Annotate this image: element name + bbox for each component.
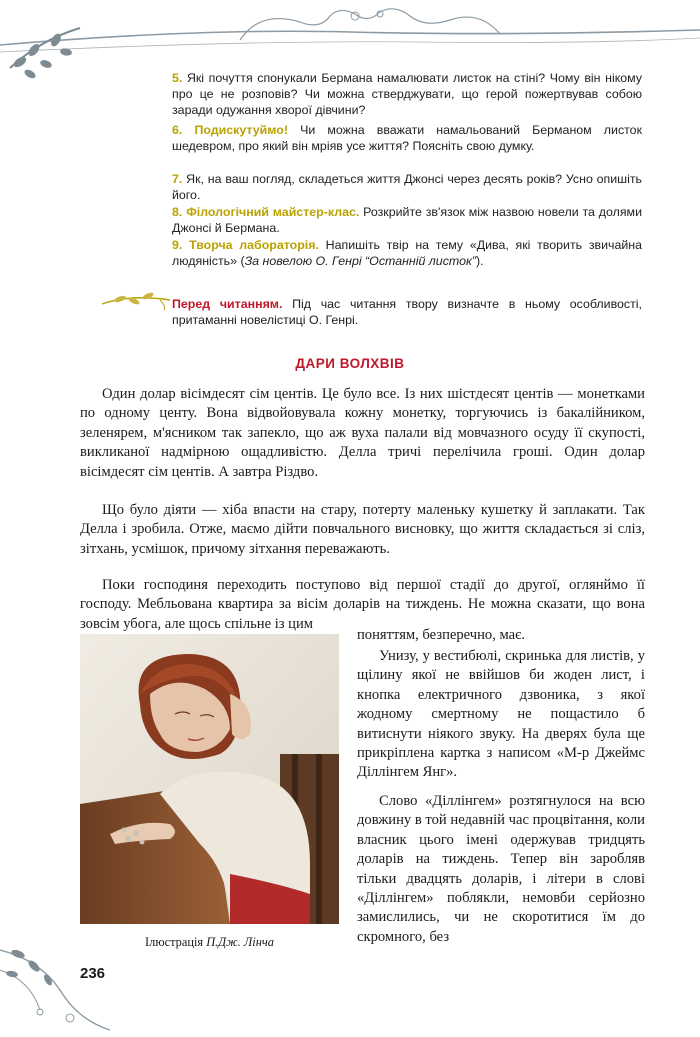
question-5: [172, 70, 642, 119]
question-9: [172, 237, 642, 269]
page-number: 236: [80, 965, 106, 982]
caption-author: П.Дж. Лінча: [206, 935, 274, 949]
before-reading-label: Перед читанням.: [172, 297, 283, 311]
paragraph-text: Що було діяти — хіба впасти на стару, потерту маленьку кушетку й заплакати. Так Делла і зробила. Отже, маємо дійти повчального висновку, що життя складається зі сліз, зітхань, усмішок, причому зітхання переважають.: [80, 502, 645, 557]
illustration: [80, 634, 339, 924]
question-heading: Подискутуймо!: [194, 123, 288, 137]
question-heading: Філологічний майстер-клас.: [186, 205, 360, 219]
paragraph-5: [357, 792, 645, 947]
paragraph-text: Унизу, у вестибюлі, скринька для листів, у щілину якої не ввійшов би жоден лист, і кнопка електричного дзвоника, з якої жодному смертному не пощастило б витиснути ніякого звуку. На дверях була ще прикріплена картка з написом «М-р Джеймс Діллінгем Янг».: [357, 648, 645, 781]
paragraph-3-continued: поняттям, безперечно, має.: [357, 627, 526, 643]
question-text: Які почуття спонукали Бермана намалювати листок на стіні? Чому він нікому про це не розповів? Чи можна стверджувати, що герой пожертвував собою заради одужання хворої дівчини?: [172, 71, 642, 118]
question-italic: За новелою О. Генрі “Останній листок”: [244, 254, 476, 269]
caption-prefix: Ілюстрація: [145, 935, 207, 949]
question-number: 8.: [172, 205, 183, 219]
paragraph-4: [357, 647, 645, 783]
question-number: 9.: [172, 238, 183, 252]
story-title: ДАРИ ВОЛХВІВ: [295, 356, 405, 371]
paragraph-1: [80, 385, 645, 482]
question-tail: ).: [475, 254, 484, 269]
question-number: 6.: [172, 123, 183, 137]
before-reading: [172, 296, 642, 328]
top-ornament: [0, 0, 700, 80]
paragraph-2: [80, 501, 645, 559]
question-number: 7.: [172, 172, 183, 186]
question-heading: Творча лабораторія.: [189, 238, 319, 252]
question-number: 5.: [172, 71, 183, 85]
question-text: Напишіть твір на тему «Дива, які творить звичайна людяність» (: [172, 238, 643, 269]
sprig-icon: [100, 290, 172, 312]
paragraph-text: Слово «Діллінгем» розтягнулося на всю довжину в той недавній час процвітання, коли власник цього імені одержував тридцять доларів на тиждень. Тепер він заробляв тільки двадцять доларів, і літери в слові «Діллінгем» поблякли, немовби серйозно замислились, чи не скоротитися їм до скромного, без: [357, 793, 645, 945]
question-text: Як, на ваш погляд, складеться життя Джонсі через десять років? Усно опишіть його.: [172, 172, 642, 203]
before-reading-text: Під час читання твору визначте в ньому особливості, притаманні новелістиці О. Генрі.: [172, 297, 642, 328]
question-text: Розкрийте зв'язок між назвою новели та долями Джонсі й Бермана.: [172, 205, 642, 236]
question-8: [172, 204, 642, 236]
bottom-ornament: [0, 930, 120, 1037]
paragraph-text: Поки господиня переходить поступово від першої стадії до другої, оглянймо її господу. Мебльована квартира за вісім доларів на тиждень. Не можна сказати, що вона зовсім убога, але щось спільне із цим: [80, 577, 645, 632]
question-text: Чи можна вважати намальований Берманом листок шедевром, про який він мріяв усе життя? Поясніть свою думку.: [172, 123, 642, 154]
question-7: [172, 171, 642, 203]
paragraph-text: Один долар вісімдесят сім центів. Це було все. Із них шістдесят центів — монетками по одному центу. Вона відвойовувала кожну монетку, торгуючись із бакалійником, зеленярем, м'ясником так запекло, що аж вуха палали від мовчазного осуду її скупості, викликаної надмірною ощадливістю. Делла тричі перелічила гроші. Один долар вісімдесят сім центів. А завтра Різдво.: [80, 386, 645, 480]
question-6: [172, 122, 642, 154]
